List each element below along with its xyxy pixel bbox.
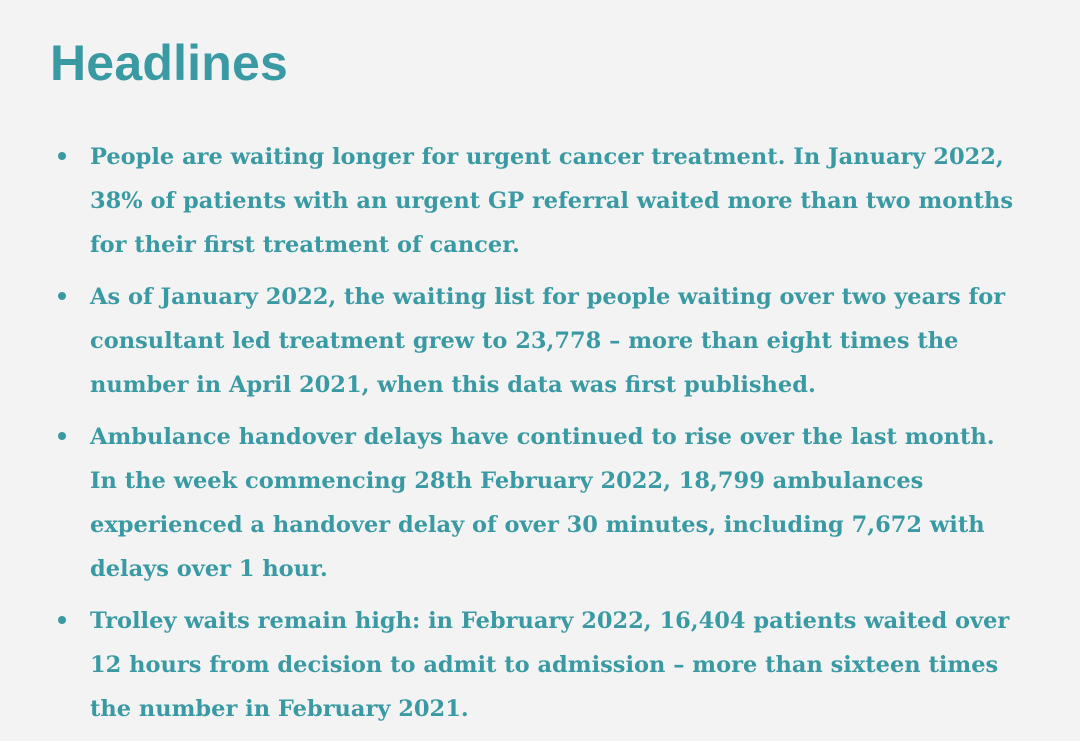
headline-list [0,135,1080,739]
headline-item-ambulance [0,415,1080,591]
text-line: number in April 2021, when this data was first published. [90,372,816,398]
headline-text [90,275,1020,407]
text-line: the number in February 2021. [90,696,469,722]
headline-item-waiting-list [0,275,1080,407]
bullet-icon [58,616,66,624]
text-line: As of January 2022, the waiting list for people waiting over two years for [90,284,1006,310]
headline-item-cancer [0,135,1080,267]
headline-text [90,599,1020,731]
text-line: for their first treatment of cancer. [90,232,520,258]
headline-text [90,135,1020,267]
text-line: 12 hours from decision to admit to admission – more than sixteen times [90,652,999,678]
headline-item-trolley [0,599,1080,731]
text-line: experienced a handover delay of over 30 minutes, including 7,672 with [90,512,985,538]
text-line: delays over 1 hour. [90,556,328,582]
bullet-icon [58,152,66,160]
text-line: 38% of patients with an urgent GP referral waited more than two months [90,188,1014,214]
text-line: consultant led treatment grew to 23,778 – more than eight times the [90,328,959,354]
bullet-icon [58,432,66,440]
headline-text [90,415,1020,591]
bullet-icon [58,292,66,300]
text-line: People are waiting longer for urgent cancer treatment. In January 2022, [90,144,1004,170]
text-line: In the week commencing 28th February 2022, 18,799 ambulances [90,468,924,494]
page-title: Headlines [50,35,289,91]
text-line: Ambulance handover delays have continued to rise over the last month. [90,424,995,450]
text-line: Trolley waits remain high: in February 2022, 16,404 patients waited over [90,608,1010,634]
